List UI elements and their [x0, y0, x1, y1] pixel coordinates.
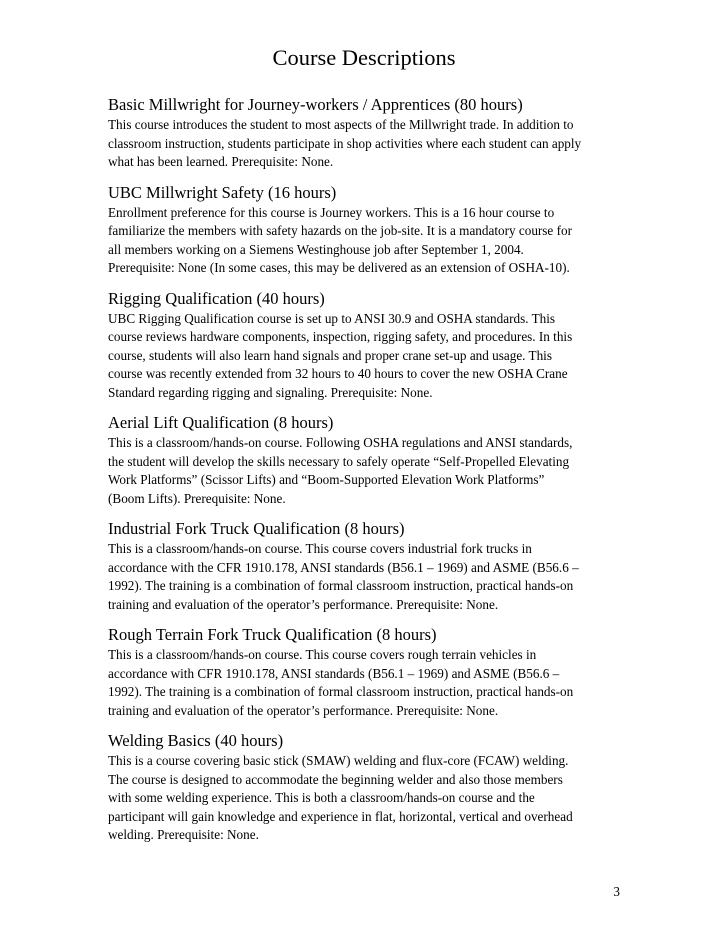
description-line: The course is designed to accommodate the beginning welder and also those members [108, 771, 563, 787]
course-description [108, 540, 628, 614]
course-industrial-fork-truck [108, 518, 628, 614]
course-title: Aerial Lift Qualification (8 hours) [108, 413, 334, 432]
course-description [108, 310, 628, 403]
description-line: Work Platforms” (Scissor Lifts) and “Boom-Supported Elevation Work Platforms” [108, 472, 545, 487]
course-title: Basic Millwright for Journey-workers / Apprentices (80 hours) [108, 95, 523, 114]
course-title: Rigging Qualification (40 hours) [108, 288, 325, 308]
description-line: with some welding experience. This is both a classroom/hands-on course and the [108, 790, 535, 805]
description-line: This is a course covering basic stick (SMAW) welding and flux-core (FCAW) welding. [108, 753, 569, 768]
description-line: course reviews hardware components, inspection, rigging safety, and procedures. In this [108, 329, 573, 344]
course-title: Industrial Fork Truck Qualification (8 hours) [108, 519, 405, 538]
description-line: accordance with CFR 1910.178, ANSI standards (B56.1 – 1969) and ASME (B56.6 – [108, 665, 560, 681]
description-line: course, students will also learn hand signals and proper crane set-up and usage. This [108, 347, 552, 363]
description-line: familiarize the members with safety hazards on the job-site. It is a mandatory course for [108, 223, 572, 238]
description-line: participant will gain knowledge and experience in flat, horizontal, vertical and overhead [108, 808, 573, 824]
course-description [108, 646, 628, 720]
description-line: training and evaluation of the operator’s performance. Prerequisite: None. [108, 596, 499, 612]
description-line: This is a classroom/hands-on course. This course covers rough terrain vehicles in [108, 647, 537, 662]
course-title: UBC Millwright Safety (16 hours) [108, 182, 337, 202]
page-number: 3 [613, 884, 620, 899]
course-aerial-lift [108, 412, 628, 508]
course-title: Rough Terrain Fork Truck Qualification (8 hours) [108, 625, 437, 644]
description-line: classroom instruction, students participate in shop activities where each student can apply [108, 135, 582, 151]
course-description [108, 116, 628, 172]
description-line: Enrollment preference for this course is Journey workers. This is a 16 hour course to [108, 204, 555, 220]
description-line: all members working on a Siemens Westinghouse job after September 1, 2004. [108, 241, 524, 257]
description-line: accordance with the CFR 1910.178, ANSI standards (B56.1 – 1969) and ASME (B56.6 – [108, 559, 579, 575]
course-rough-terrain-fork-truck [108, 624, 628, 720]
course-millwright-safety [108, 182, 628, 278]
description-line: what has been learned. Prerequisite: None. [108, 154, 334, 169]
course-description [108, 204, 628, 278]
description-line: This is a classroom/hands-on course. Following OSHA regulations and ANSI standards, [108, 435, 573, 450]
description-line: welding. Prerequisite: None. [108, 827, 259, 842]
description-line: 1992). The training is a combination of formal classroom instruction, practical hands-on [108, 684, 574, 699]
description-line: the student will develop the skills necessary to safely operate “Self-Propelled Elevating [108, 453, 570, 469]
description-line: UBC Rigging Qualification course is set up to ANSI 30.9 and OSHA standards. This [108, 310, 556, 326]
course-title: Welding Basics (40 hours) [108, 731, 284, 750]
description-line: 1992). The training is a combination of formal classroom instruction, practical hands-on [108, 578, 574, 593]
description-line: This is a classroom/hands-on course. This course covers industrial fork trucks in [108, 541, 532, 556]
course-description [108, 752, 628, 845]
course-description [108, 434, 628, 508]
course-basic-millwright [108, 94, 628, 172]
course-list [108, 94, 628, 855]
description-line: Prerequisite: None (In some cases, this may be delivered as an extension of OSHA-10). [108, 260, 570, 275]
course-welding-basics [108, 730, 628, 845]
description-line: training and evaluation of the operator’s performance. Prerequisite: None. [108, 702, 499, 718]
page-title: Course Descriptions [272, 45, 456, 70]
description-line: This course introduces the student to most aspects of the Millwright trade. In addition to [108, 117, 574, 132]
course-rigging-qualification [108, 288, 628, 403]
description-line: Standard regarding rigging and signaling. Prerequisite: None. [108, 384, 433, 400]
description-line: course was recently extended from 32 hours to 40 hours to cover the new OSHA Crane [108, 366, 568, 381]
description-line: (Boom Lifts). Prerequisite: None. [108, 490, 286, 506]
